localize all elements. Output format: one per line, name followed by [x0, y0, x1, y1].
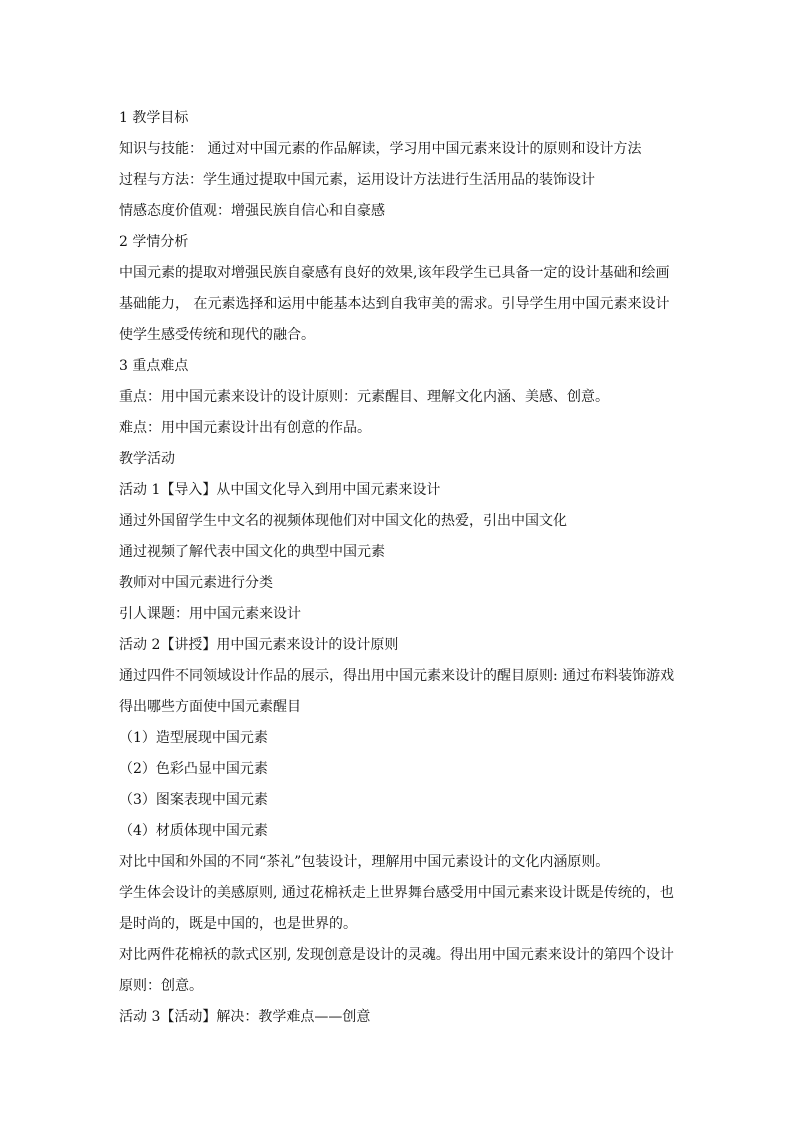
- creativity-paragraph-line-2: 原则：创意。: [119, 978, 203, 994]
- analysis-paragraph-line-2: 基础能力， 在元素选择和运用中能基本达到自我审美的需求。引导学生用中国元素来设计: [119, 296, 670, 312]
- activity-1-step-2: 通过视频了解代表中国文化的典型中国元素: [119, 544, 385, 560]
- document-page: [119, 103, 679, 1033]
- beauty-principle-line-1: 学生体会设计的美感原则, 通过花棉袄走上世界舞台感受用中国元素来设计既是传统的，也: [119, 885, 674, 901]
- activity-2-paragraph-line-2: 得出哪些方面使中国元素醒目: [119, 699, 301, 715]
- analysis-paragraph-line-3: 使学生感受传统和现代的融合。: [119, 327, 315, 343]
- key-point: 重点：用中国元素来设计的设计原则：元素醒目、理解文化内涵、美感、创意。: [119, 389, 609, 405]
- beauty-principle-line-2: 是时尚的，既是中国的，也是世界的。: [119, 916, 357, 932]
- list-item-material: （4）材质体现中国元素: [119, 823, 268, 839]
- activity-1-step-3: 教师对中国元素进行分类: [119, 575, 273, 591]
- list-item-color: （2）色彩凸显中国元素: [119, 761, 268, 777]
- list-item-shape: （1）造型展现中国元素: [119, 730, 268, 746]
- activity-1-title: 活动 1【导入】从中国文化导入到用中国元素来设计: [119, 482, 441, 498]
- difficult-point: 难点：用中国元素设计出有创意的作品。: [119, 420, 371, 436]
- heading-teaching-activities: 教学活动: [119, 451, 175, 467]
- activity-2-paragraph-line-1: 通过四件不同领域设计作品的展示，得出用中国元素来设计的醒目原则: 通过布料装饰游戏: [119, 668, 675, 684]
- goal-process-method: 过程与方法：学生通过提取中国元素，运用设计方法进行生活用品的装饰设计: [119, 172, 595, 188]
- list-item-pattern: （3）图案表现中国元素: [119, 792, 268, 808]
- activity-1-step-4: 引人课题：用中国元素来设计: [119, 606, 301, 622]
- activity-2-title: 活动 2【讲授】用中国元素来设计的设计原则: [119, 637, 399, 653]
- goal-emotion-values: 情感态度价值观：增强民族自信心和自豪感: [119, 203, 385, 219]
- activity-1-step-1: 通过外国留学生中文名的视频体现他们对中国文化的热爱，引出中国文化: [119, 513, 567, 529]
- heading-teaching-goals: 1 教学目标: [119, 110, 189, 126]
- goal-knowledge-skills: 知识与技能： 通过对中国元素的作品解读，学习用中国元素来设计的原则和设计方法: [119, 141, 642, 157]
- tea-packaging-paragraph: 对比中国和外国的不同“茶礼”包装设计，理解用中国元素设计的文化内涵原则。: [119, 854, 610, 870]
- activity-3-title: 活动 3【活动】解决：教学难点——创意: [119, 1009, 371, 1025]
- heading-key-difficulties: 3 重点难点: [119, 358, 189, 374]
- analysis-paragraph-line-1: 中国元素的提取对增强民族自豪感有良好的效果,该年段学生已具备一定的设计基础和绘画: [119, 265, 670, 281]
- heading-student-analysis: 2 学情分析: [119, 234, 189, 250]
- creativity-paragraph-line-1: 对比两件花棉袄的款式区别, 发现创意是设计的灵魂。得出用中国元素来设计的第四个设计: [119, 947, 674, 963]
